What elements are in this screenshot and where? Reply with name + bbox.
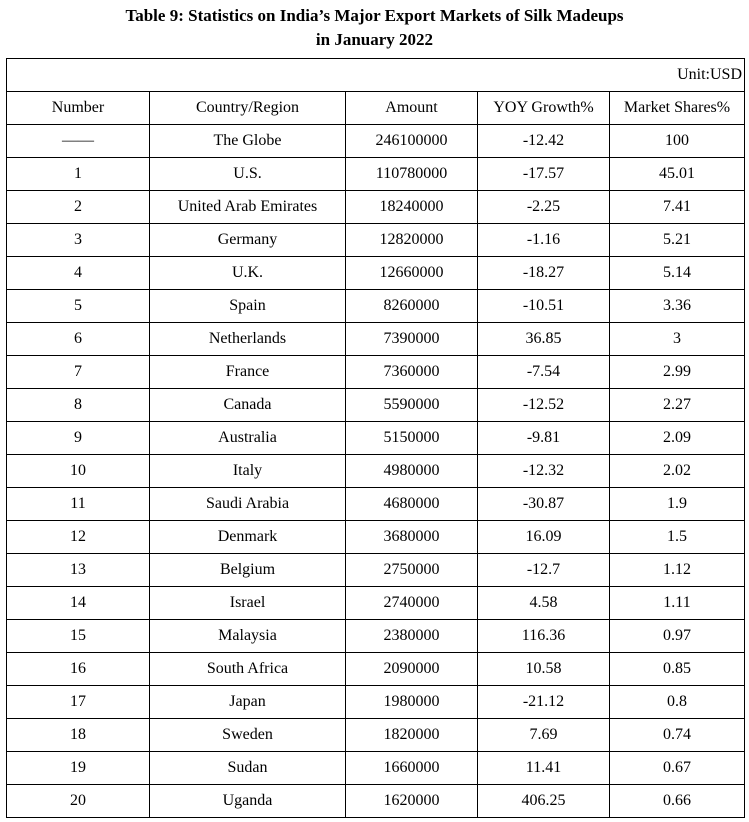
cell-number: 18 xyxy=(7,719,150,752)
cell-country: Belgium xyxy=(150,554,346,587)
cell-country: United Arab Emirates xyxy=(150,191,346,224)
table-row xyxy=(7,257,745,290)
cell-country: France xyxy=(150,356,346,389)
cell-country: Uganda xyxy=(150,785,346,818)
cell-market-share: 0.74 xyxy=(610,719,745,752)
table-row xyxy=(7,158,745,191)
cell-number: 1 xyxy=(7,158,150,191)
cell-yoy-growth: -12.7 xyxy=(478,554,610,587)
cell-number: 12 xyxy=(7,521,150,554)
cell-country: Italy xyxy=(150,455,346,488)
cell-country: Israel xyxy=(150,587,346,620)
cell-market-share: 1.9 xyxy=(610,488,745,521)
cell-country: Canada xyxy=(150,389,346,422)
cell-yoy-growth: 16.09 xyxy=(478,521,610,554)
cell-number: 11 xyxy=(7,488,150,521)
header-yoy-growth: YOY Growth% xyxy=(478,92,610,125)
cell-amount: 4680000 xyxy=(346,488,478,521)
cell-number: 7 xyxy=(7,356,150,389)
cell-yoy-growth: -10.51 xyxy=(478,290,610,323)
header-country: Country/Region xyxy=(150,92,346,125)
table-row xyxy=(7,224,745,257)
cell-country: Australia xyxy=(150,422,346,455)
cell-country: Netherlands xyxy=(150,323,346,356)
cell-market-share: 2.09 xyxy=(610,422,745,455)
cell-country: Sudan xyxy=(150,752,346,785)
cell-yoy-growth: -12.42 xyxy=(478,125,610,158)
cell-market-share: 3.36 xyxy=(610,290,745,323)
cell-amount: 8260000 xyxy=(346,290,478,323)
table-row xyxy=(7,521,745,554)
cell-amount: 4980000 xyxy=(346,455,478,488)
cell-country: Spain xyxy=(150,290,346,323)
cell-number: 3 xyxy=(7,224,150,257)
cell-country: Germany xyxy=(150,224,346,257)
cell-number: 16 xyxy=(7,653,150,686)
cell-country: Japan xyxy=(150,686,346,719)
cell-yoy-growth: 406.25 xyxy=(478,785,610,818)
cell-country: Sweden xyxy=(150,719,346,752)
cell-country: U.S. xyxy=(150,158,346,191)
cell-number: 9 xyxy=(7,422,150,455)
cell-amount: 12660000 xyxy=(346,257,478,290)
cell-amount: 18240000 xyxy=(346,191,478,224)
cell-yoy-growth: -12.32 xyxy=(478,455,610,488)
header-row xyxy=(7,92,745,125)
table-row xyxy=(7,719,745,752)
table-row xyxy=(7,455,745,488)
table-body xyxy=(7,125,745,818)
header-market-shares: Market Shares% xyxy=(610,92,745,125)
cell-country: Saudi Arabia xyxy=(150,488,346,521)
cell-yoy-growth: -30.87 xyxy=(478,488,610,521)
unit-row xyxy=(7,59,745,92)
table-row xyxy=(7,653,745,686)
table-row xyxy=(7,389,745,422)
cell-yoy-growth: 4.58 xyxy=(478,587,610,620)
cell-amount: 2740000 xyxy=(346,587,478,620)
cell-number: 13 xyxy=(7,554,150,587)
table-row xyxy=(7,488,745,521)
cell-market-share: 3 xyxy=(610,323,745,356)
cell-market-share: 5.21 xyxy=(610,224,745,257)
cell-yoy-growth: -7.54 xyxy=(478,356,610,389)
cell-market-share: 2.99 xyxy=(610,356,745,389)
cell-yoy-growth: 7.69 xyxy=(478,719,610,752)
cell-amount: 1980000 xyxy=(346,686,478,719)
table-row xyxy=(7,686,745,719)
table-row xyxy=(7,554,745,587)
table-row xyxy=(7,290,745,323)
cell-market-share: 0.8 xyxy=(610,686,745,719)
cell-country: Denmark xyxy=(150,521,346,554)
table-row xyxy=(7,191,745,224)
table-row xyxy=(7,422,745,455)
cell-number: —— xyxy=(7,125,150,158)
cell-amount: 12820000 xyxy=(346,224,478,257)
cell-market-share: 2.02 xyxy=(610,455,745,488)
cell-number: 6 xyxy=(7,323,150,356)
cell-amount: 246100000 xyxy=(346,125,478,158)
cell-market-share: 0.67 xyxy=(610,752,745,785)
export-markets-table xyxy=(6,58,745,818)
cell-amount: 5590000 xyxy=(346,389,478,422)
cell-yoy-growth: -1.16 xyxy=(478,224,610,257)
table-row xyxy=(7,785,745,818)
cell-number: 5 xyxy=(7,290,150,323)
cell-amount: 1620000 xyxy=(346,785,478,818)
cell-market-share: 0.66 xyxy=(610,785,745,818)
cell-amount: 2750000 xyxy=(346,554,478,587)
cell-number: 19 xyxy=(7,752,150,785)
cell-number: 8 xyxy=(7,389,150,422)
cell-number: 10 xyxy=(7,455,150,488)
table-row xyxy=(7,620,745,653)
cell-yoy-growth: -9.81 xyxy=(478,422,610,455)
cell-number: 4 xyxy=(7,257,150,290)
cell-number: 14 xyxy=(7,587,150,620)
cell-country: Malaysia xyxy=(150,620,346,653)
cell-amount: 1820000 xyxy=(346,719,478,752)
cell-country: South Africa xyxy=(150,653,346,686)
cell-market-share: 2.27 xyxy=(610,389,745,422)
cell-market-share: 0.97 xyxy=(610,620,745,653)
cell-number: 17 xyxy=(7,686,150,719)
cell-market-share: 100 xyxy=(610,125,745,158)
cell-yoy-growth: -18.27 xyxy=(478,257,610,290)
table-row xyxy=(7,125,745,158)
table-row xyxy=(7,323,745,356)
cell-yoy-growth: -2.25 xyxy=(478,191,610,224)
cell-country: The Globe xyxy=(150,125,346,158)
table-row xyxy=(7,752,745,785)
unit-label: Unit:USD xyxy=(7,59,745,92)
cell-yoy-growth: -12.52 xyxy=(478,389,610,422)
cell-market-share: 1.12 xyxy=(610,554,745,587)
cell-amount: 3680000 xyxy=(346,521,478,554)
table-row xyxy=(7,356,745,389)
table-row xyxy=(7,587,745,620)
cell-amount: 110780000 xyxy=(346,158,478,191)
cell-market-share: 45.01 xyxy=(610,158,745,191)
table-title xyxy=(0,4,749,52)
cell-yoy-growth: 11.41 xyxy=(478,752,610,785)
cell-country: U.K. xyxy=(150,257,346,290)
cell-market-share: 7.41 xyxy=(610,191,745,224)
table-title-line-1: Table 9: Statistics on India’s Major Export Markets of Silk Madeups xyxy=(125,6,624,25)
cell-yoy-growth: 36.85 xyxy=(478,323,610,356)
cell-number: 2 xyxy=(7,191,150,224)
cell-market-share: 1.5 xyxy=(610,521,745,554)
cell-number: 20 xyxy=(7,785,150,818)
cell-yoy-growth: -21.12 xyxy=(478,686,610,719)
table-title-line-2: in January 2022 xyxy=(315,30,434,49)
cell-yoy-growth: -17.57 xyxy=(478,158,610,191)
cell-amount: 7390000 xyxy=(346,323,478,356)
cell-market-share: 5.14 xyxy=(610,257,745,290)
header-number: Number xyxy=(7,92,150,125)
cell-market-share: 0.85 xyxy=(610,653,745,686)
cell-market-share: 1.11 xyxy=(610,587,745,620)
cell-number: 15 xyxy=(7,620,150,653)
cell-yoy-growth: 10.58 xyxy=(478,653,610,686)
header-amount: Amount xyxy=(346,92,478,125)
cell-amount: 5150000 xyxy=(346,422,478,455)
cell-amount: 1660000 xyxy=(346,752,478,785)
cell-amount: 7360000 xyxy=(346,356,478,389)
cell-amount: 2380000 xyxy=(346,620,478,653)
cell-yoy-growth: 116.36 xyxy=(478,620,610,653)
cell-amount: 2090000 xyxy=(346,653,478,686)
